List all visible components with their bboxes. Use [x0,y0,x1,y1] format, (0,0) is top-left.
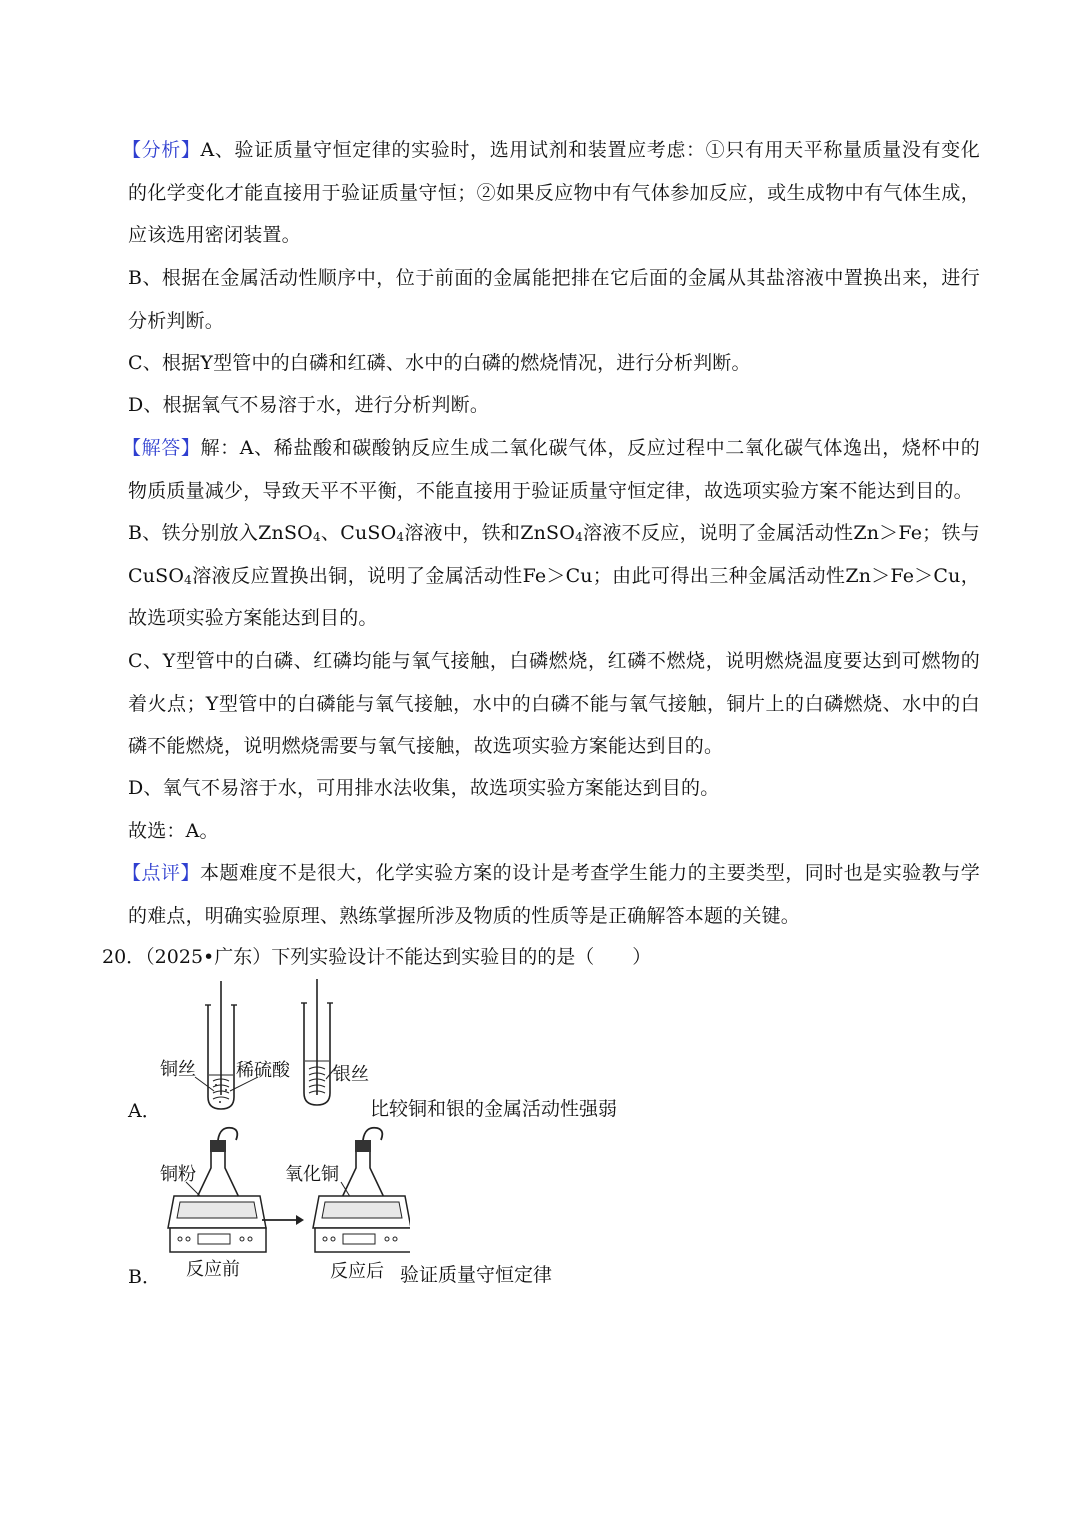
label-dilute-sulfuric-acid: 稀硫酸 [236,1060,290,1081]
answer-b-text-5: 溶液反应置换出铜，说明了金属活动性Fe＞Cu；由此可得出三种金属活动性Zn＞Fe＞Cu，故选项实验方案能达到目的。 [128,564,980,630]
label-copper-powder: 铜粉 [160,1164,196,1185]
answer-tag: 【解答】 [122,437,201,459]
subscript-4: 4 [575,530,583,544]
question-20-stem: 20．（2025•广东）下列实验设计不能达到实验目的的是（ ） [102,946,652,968]
review-text: 本题难度不是很大，化学实验方案的设计是考查学生能力的主要类型，同时也是实验教与学的难点，明确实验原理、熟练掌握所涉及物质的性质等是正确解答本题的关键。 [128,862,980,927]
option-b-figure [160,1122,410,1260]
option-a-description: 比较铜和银的金属活动性强弱 [370,1098,618,1120]
label-after-reaction: 反应后 [330,1261,384,1282]
subscript-4: 4 [312,530,321,544]
option-a-letter: A． [128,1100,161,1122]
arrow-icon [262,1215,304,1225]
analysis-text-a: A、验证质量守恒定律的实验时，选用试剂和装置应考虑：①只有用天平称量质量没有变化的化学变化才能直接用于验证质量守恒；②如果反应物中有气体参加反应，或生成物中有气体生成，应该选用密闭装置。 [128,139,980,247]
answer-choice: 故选：A。 [128,820,219,842]
analysis-paragraph-d: D、根据氧气不易溶于水，进行分析判断。 [128,394,490,416]
option-b-letter: B． [128,1266,161,1288]
balance-after [313,1128,410,1252]
review-paragraph [122,852,980,937]
label-silver-wire: 银丝 [333,1064,369,1085]
review-tag: 【点评】 [122,862,201,884]
answer-text-a: 解：A、稀盐酸和碳酸钠反应生成二氧化碳气体，反应过程中二氧化碳气体逸出，烧杯中的物质质量减少，导致天平不平衡，不能直接用于验证质量守恒定律，故选项实验方案不能达到目的。 [128,437,980,502]
answer-b-text-4: 溶液不反应，说明了金属活动性Zn＞Fe；铁与CuSO [128,522,980,587]
answer-paragraph-d: D、氧气不易溶于水，可用排水法收集，故选项实验方案能达到目的。 [128,777,720,799]
analysis-paragraph-b: B、根据在金属活动性顺序中，位于前面的金属能把排在它后面的金属从其盐溶液中置换出来，进行分析判断。 [128,267,980,332]
label-copper-wire: 铜丝 [160,1059,196,1080]
option-b-description: 验证质量守恒定律 [400,1264,553,1286]
test-tube-right [301,979,336,1105]
answer-b-text-1: B、铁分别放入ZnSO [128,522,313,544]
label-copper-oxide: 氧化铜 [285,1164,339,1185]
analysis-paragraph-a [122,129,980,257]
analysis-paragraph-c: C、根据Y型管中的白磷和红磷、水中的白磷的燃烧情况，进行分析判断。 [128,352,751,374]
test-tube-left [195,981,258,1109]
answer-paragraph-a [122,427,980,512]
analysis-tag: 【分析】 [122,139,201,161]
answer-paragraph-b [128,512,980,640]
subscript-4: 4 [396,530,405,544]
answer-b-text-3: 溶液中，铁和ZnSO [404,522,576,544]
answer-paragraph-c: C、Y型管中的白磷、红磷均能与氧气接触，白磷燃烧，红磷不燃烧，说明燃烧温度要达到可燃物的着火点；Y型管中的白磷能与氧气接触，水中的白磷不能与氧气接触，铜片上的白磷燃烧、水中的白磷不能燃烧，说明燃烧需要与氧气接触，故选项实验方案能达到目的。 [128,650,980,758]
subscript-4: 4 [184,572,193,587]
option-a-figure [150,975,390,1115]
balance-before [168,1128,266,1252]
answer-b-text-2: 、CuSO [320,522,397,544]
label-before-reaction: 反应前 [186,1259,240,1280]
